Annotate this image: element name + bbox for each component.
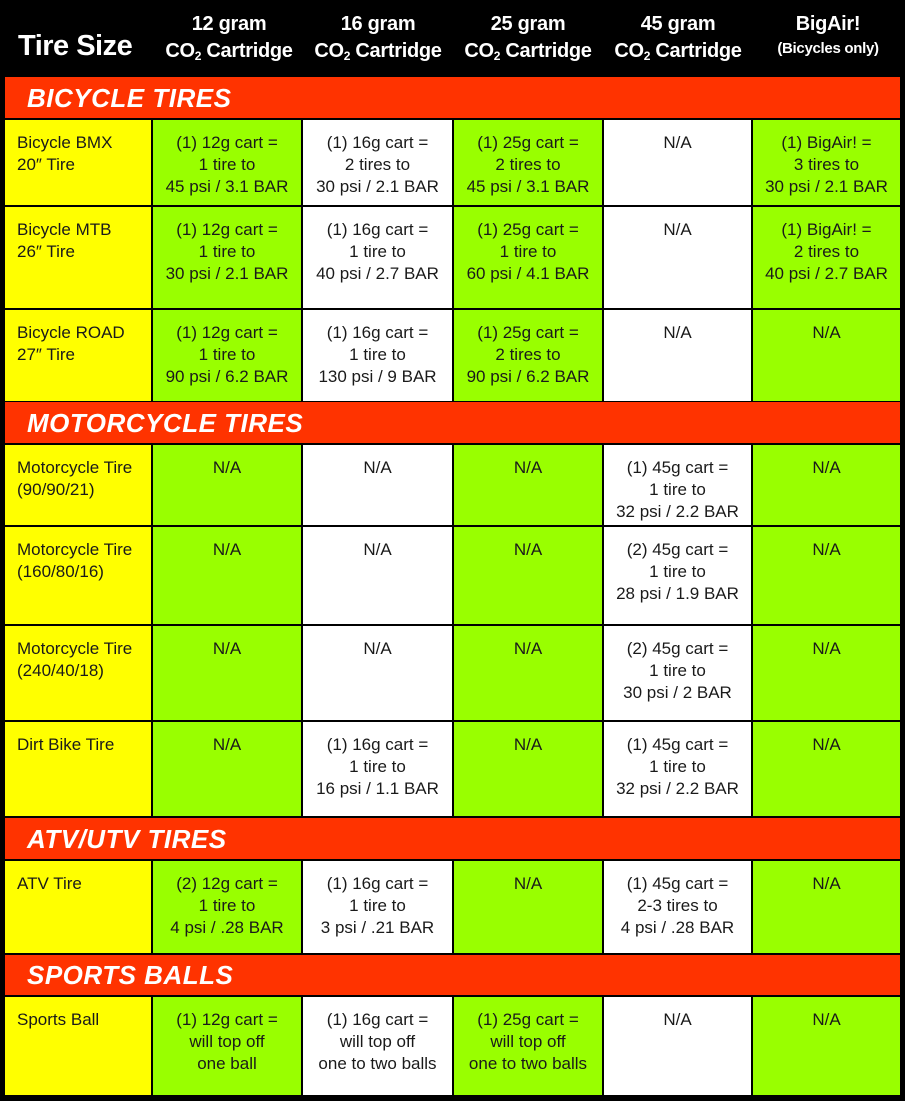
row-label	[5, 527, 151, 624]
column-header-title: 45 gram	[640, 13, 716, 35]
cell-text: (2) 45g cart = 1 tire to 28 psi / 1.9 BAR	[616, 540, 739, 603]
column-header-2	[298, 0, 458, 75]
table-cell	[454, 626, 602, 720]
cell-text: (1) 45g cart = 1 tire to 32 psi / 2.2 BAR	[616, 458, 739, 521]
table-cell	[604, 310, 751, 401]
column-header-title: 16 gram	[340, 13, 416, 35]
table-cell	[153, 997, 301, 1095]
column-header-3	[448, 0, 608, 75]
table-cell	[753, 310, 900, 401]
table-cell	[454, 722, 602, 816]
table-cell	[153, 722, 301, 816]
row-label-text: Bicycle BMX 20″ Tire	[17, 133, 113, 174]
table-cell	[753, 722, 900, 816]
cell-text: N/A	[513, 540, 543, 559]
cell-text: N/A	[513, 874, 543, 893]
cell-text: N/A	[663, 133, 692, 152]
column-header-subtitle-suffix: Cartridge	[201, 40, 293, 62]
table-cell	[604, 527, 751, 624]
table-cell	[454, 527, 602, 624]
table-cell	[753, 207, 900, 308]
cell-text: (1) 16g cart = 1 tire to 130 psi / 9 BAR	[318, 323, 437, 386]
table-cell	[303, 626, 452, 720]
cell-text: N/A	[363, 639, 392, 658]
column-header-subtitle-text: (Bicycles only)	[777, 40, 879, 57]
cell-text: (1) 25g cart = 2 tires to 45 psi / 3.1 BAR	[466, 133, 590, 196]
cell-text: (1) 45g cart = 2-3 tires to 4 psi / .28 BAR	[620, 874, 735, 937]
cell-text: (1) 16g cart = 2 tires to 30 psi / 2.1 BAR	[316, 133, 439, 196]
row-label-text: ATV Tire	[17, 874, 82, 893]
subscript-2: 2	[343, 49, 351, 63]
table-cell	[604, 120, 751, 205]
section-header-motorcycle	[5, 402, 900, 443]
column-header-title: 12 gram	[191, 13, 267, 35]
cell-text: N/A	[363, 458, 392, 477]
cell-text: N/A	[363, 540, 392, 559]
column-header-subtitle	[748, 40, 905, 57]
cell-text: (1) 16g cart = 1 tire to 16 psi / 1.1 BAR	[316, 735, 439, 798]
table-cell	[153, 207, 301, 308]
subscript-2: 2	[194, 49, 202, 63]
column-header-subtitle	[149, 40, 309, 63]
table-cell	[753, 445, 900, 525]
table-cell	[454, 861, 602, 953]
cell-text: (1) 12g cart = 1 tire to 90 psi / 6.2 BAR	[165, 323, 289, 386]
cell-text: N/A	[663, 1010, 692, 1029]
cell-text: N/A	[663, 323, 692, 342]
cell-text: (2) 45g cart = 1 tire to 30 psi / 2 BAR	[623, 639, 732, 702]
row-label-text: Dirt Bike Tire	[17, 735, 115, 754]
cell-text: (1) 25g cart = will top off one to two balls	[468, 1010, 588, 1073]
cell-text: (1) 12g cart = will top off one ball	[176, 1010, 278, 1073]
table-cell	[604, 861, 751, 953]
cell-text: N/A	[812, 323, 841, 342]
cell-text: (1) 16g cart = will top off one to two balls	[318, 1010, 437, 1073]
cell-text: (1) 16g cart = 1 tire to 40 psi / 2.7 BAR	[316, 220, 439, 283]
subscript-2: 2	[493, 49, 501, 63]
table-cell	[303, 997, 452, 1095]
section-title: SPORTS BALLS	[27, 960, 234, 990]
column-header-subtitle	[298, 40, 458, 63]
section-title: BICYCLE TIRES	[27, 82, 232, 113]
cell-text: N/A	[513, 639, 543, 658]
row-label-text: Sports Ball	[17, 1010, 100, 1029]
row-label-text: Motorcycle Tire (160/80/16)	[17, 540, 133, 581]
cell-text: N/A	[513, 458, 543, 477]
row-label	[5, 310, 151, 401]
cell-text: (1) 12g cart = 1 tire to 45 psi / 3.1 BAR	[165, 133, 289, 196]
table-cell	[303, 310, 452, 401]
row-label-text: Motorcycle Tire (90/90/21)	[17, 458, 133, 499]
table-cell	[753, 861, 900, 953]
cell-text: N/A	[212, 639, 242, 658]
table-cell	[604, 207, 751, 308]
row-label	[5, 207, 151, 308]
table-cell	[604, 626, 751, 720]
row-label-text: Motorcycle Tire (240/40/18)	[17, 639, 133, 680]
cell-text: N/A	[663, 220, 692, 239]
row-label	[5, 626, 151, 720]
table-cell	[753, 120, 900, 205]
table-cell	[153, 310, 301, 401]
cell-text: N/A	[812, 735, 841, 754]
cell-text: N/A	[212, 458, 242, 477]
cell-text: (1) 25g cart = 2 tires to 90 psi / 6.2 BAR	[466, 323, 590, 386]
row-label	[5, 997, 151, 1095]
cell-text: (1) BigAir! = 3 tires to 30 psi / 2.1 BAR	[765, 133, 888, 196]
cell-text: N/A	[812, 639, 841, 658]
column-header-subtitle-text: CO	[614, 40, 644, 62]
cell-text: (2) 12g cart = 1 tire to 4 psi / .28 BAR	[170, 874, 284, 937]
column-header-title: BigAir!	[795, 13, 861, 35]
column-header-5	[748, 0, 905, 75]
column-header-subtitle-text: CO	[314, 40, 344, 62]
table-cell	[303, 207, 452, 308]
table-cell	[153, 527, 301, 624]
section-header-balls	[5, 955, 900, 995]
row-label	[5, 861, 151, 953]
table-cell	[303, 445, 452, 525]
table-cell	[454, 207, 602, 308]
column-header-title: 25 gram	[490, 13, 566, 35]
column-header-subtitle-text: CO	[165, 40, 195, 62]
cell-text: (1) 12g cart = 1 tire to 30 psi / 2.1 BAR	[165, 220, 289, 283]
table-cell	[303, 722, 452, 816]
section-title: ATV/UTV TIRES	[27, 823, 227, 854]
column-header-subtitle-suffix: Cartridge	[500, 40, 592, 62]
column-header-4	[598, 0, 758, 75]
table-cell	[153, 120, 301, 205]
cell-text: (1) 45g cart = 1 tire to 32 psi / 2.2 BAR	[616, 735, 739, 798]
cell-text: N/A	[812, 874, 841, 893]
column-header-subtitle	[448, 40, 608, 63]
row-label	[5, 722, 151, 816]
table-cell	[454, 445, 602, 525]
table-cell	[753, 997, 900, 1095]
table-cell	[153, 861, 301, 953]
cell-text: (1) 25g cart = 1 tire to 60 psi / 4.1 BAR	[466, 220, 590, 283]
column-header-subtitle-text: CO	[464, 40, 494, 62]
row-label	[5, 120, 151, 205]
table-cell	[604, 722, 751, 816]
row-label	[5, 445, 151, 525]
tire-size-header: Tire Size	[18, 30, 133, 62]
cell-text: N/A	[212, 735, 242, 754]
section-header-bicycle	[5, 77, 900, 118]
column-header-subtitle	[598, 40, 758, 63]
row-label-text: Bicycle MTB 26″ Tire	[17, 220, 112, 261]
cell-text: N/A	[812, 1010, 841, 1029]
table-cell	[753, 527, 900, 624]
section-header-atv	[5, 818, 900, 859]
cell-text: N/A	[812, 540, 841, 559]
table-cell	[604, 997, 751, 1095]
cell-text: N/A	[513, 735, 543, 754]
table-cell	[153, 445, 301, 525]
cell-text: (1) 16g cart = 1 tire to 3 psi / .21 BAR	[320, 874, 435, 937]
table-cell	[454, 120, 602, 205]
subscript-2: 2	[643, 49, 651, 63]
cell-text: N/A	[212, 540, 242, 559]
table-cell	[303, 527, 452, 624]
column-header-subtitle-suffix: Cartridge	[350, 40, 442, 62]
column-header-subtitle-suffix: Cartridge	[650, 40, 742, 62]
cell-text: (1) BigAir! = 2 tires to 40 psi / 2.7 BAR	[765, 220, 888, 283]
table-cell	[153, 626, 301, 720]
section-title: MOTORCYCLE TIRES	[27, 407, 304, 438]
table-cell	[454, 310, 602, 401]
row-label-text: Bicycle ROAD 27″ Tire	[17, 323, 125, 364]
table-cell	[303, 861, 452, 953]
table-cell	[303, 120, 452, 205]
table-cell	[753, 626, 900, 720]
table-cell	[604, 445, 751, 525]
column-header-1	[149, 0, 309, 75]
table-cell	[454, 997, 602, 1095]
cell-text: N/A	[812, 458, 841, 477]
